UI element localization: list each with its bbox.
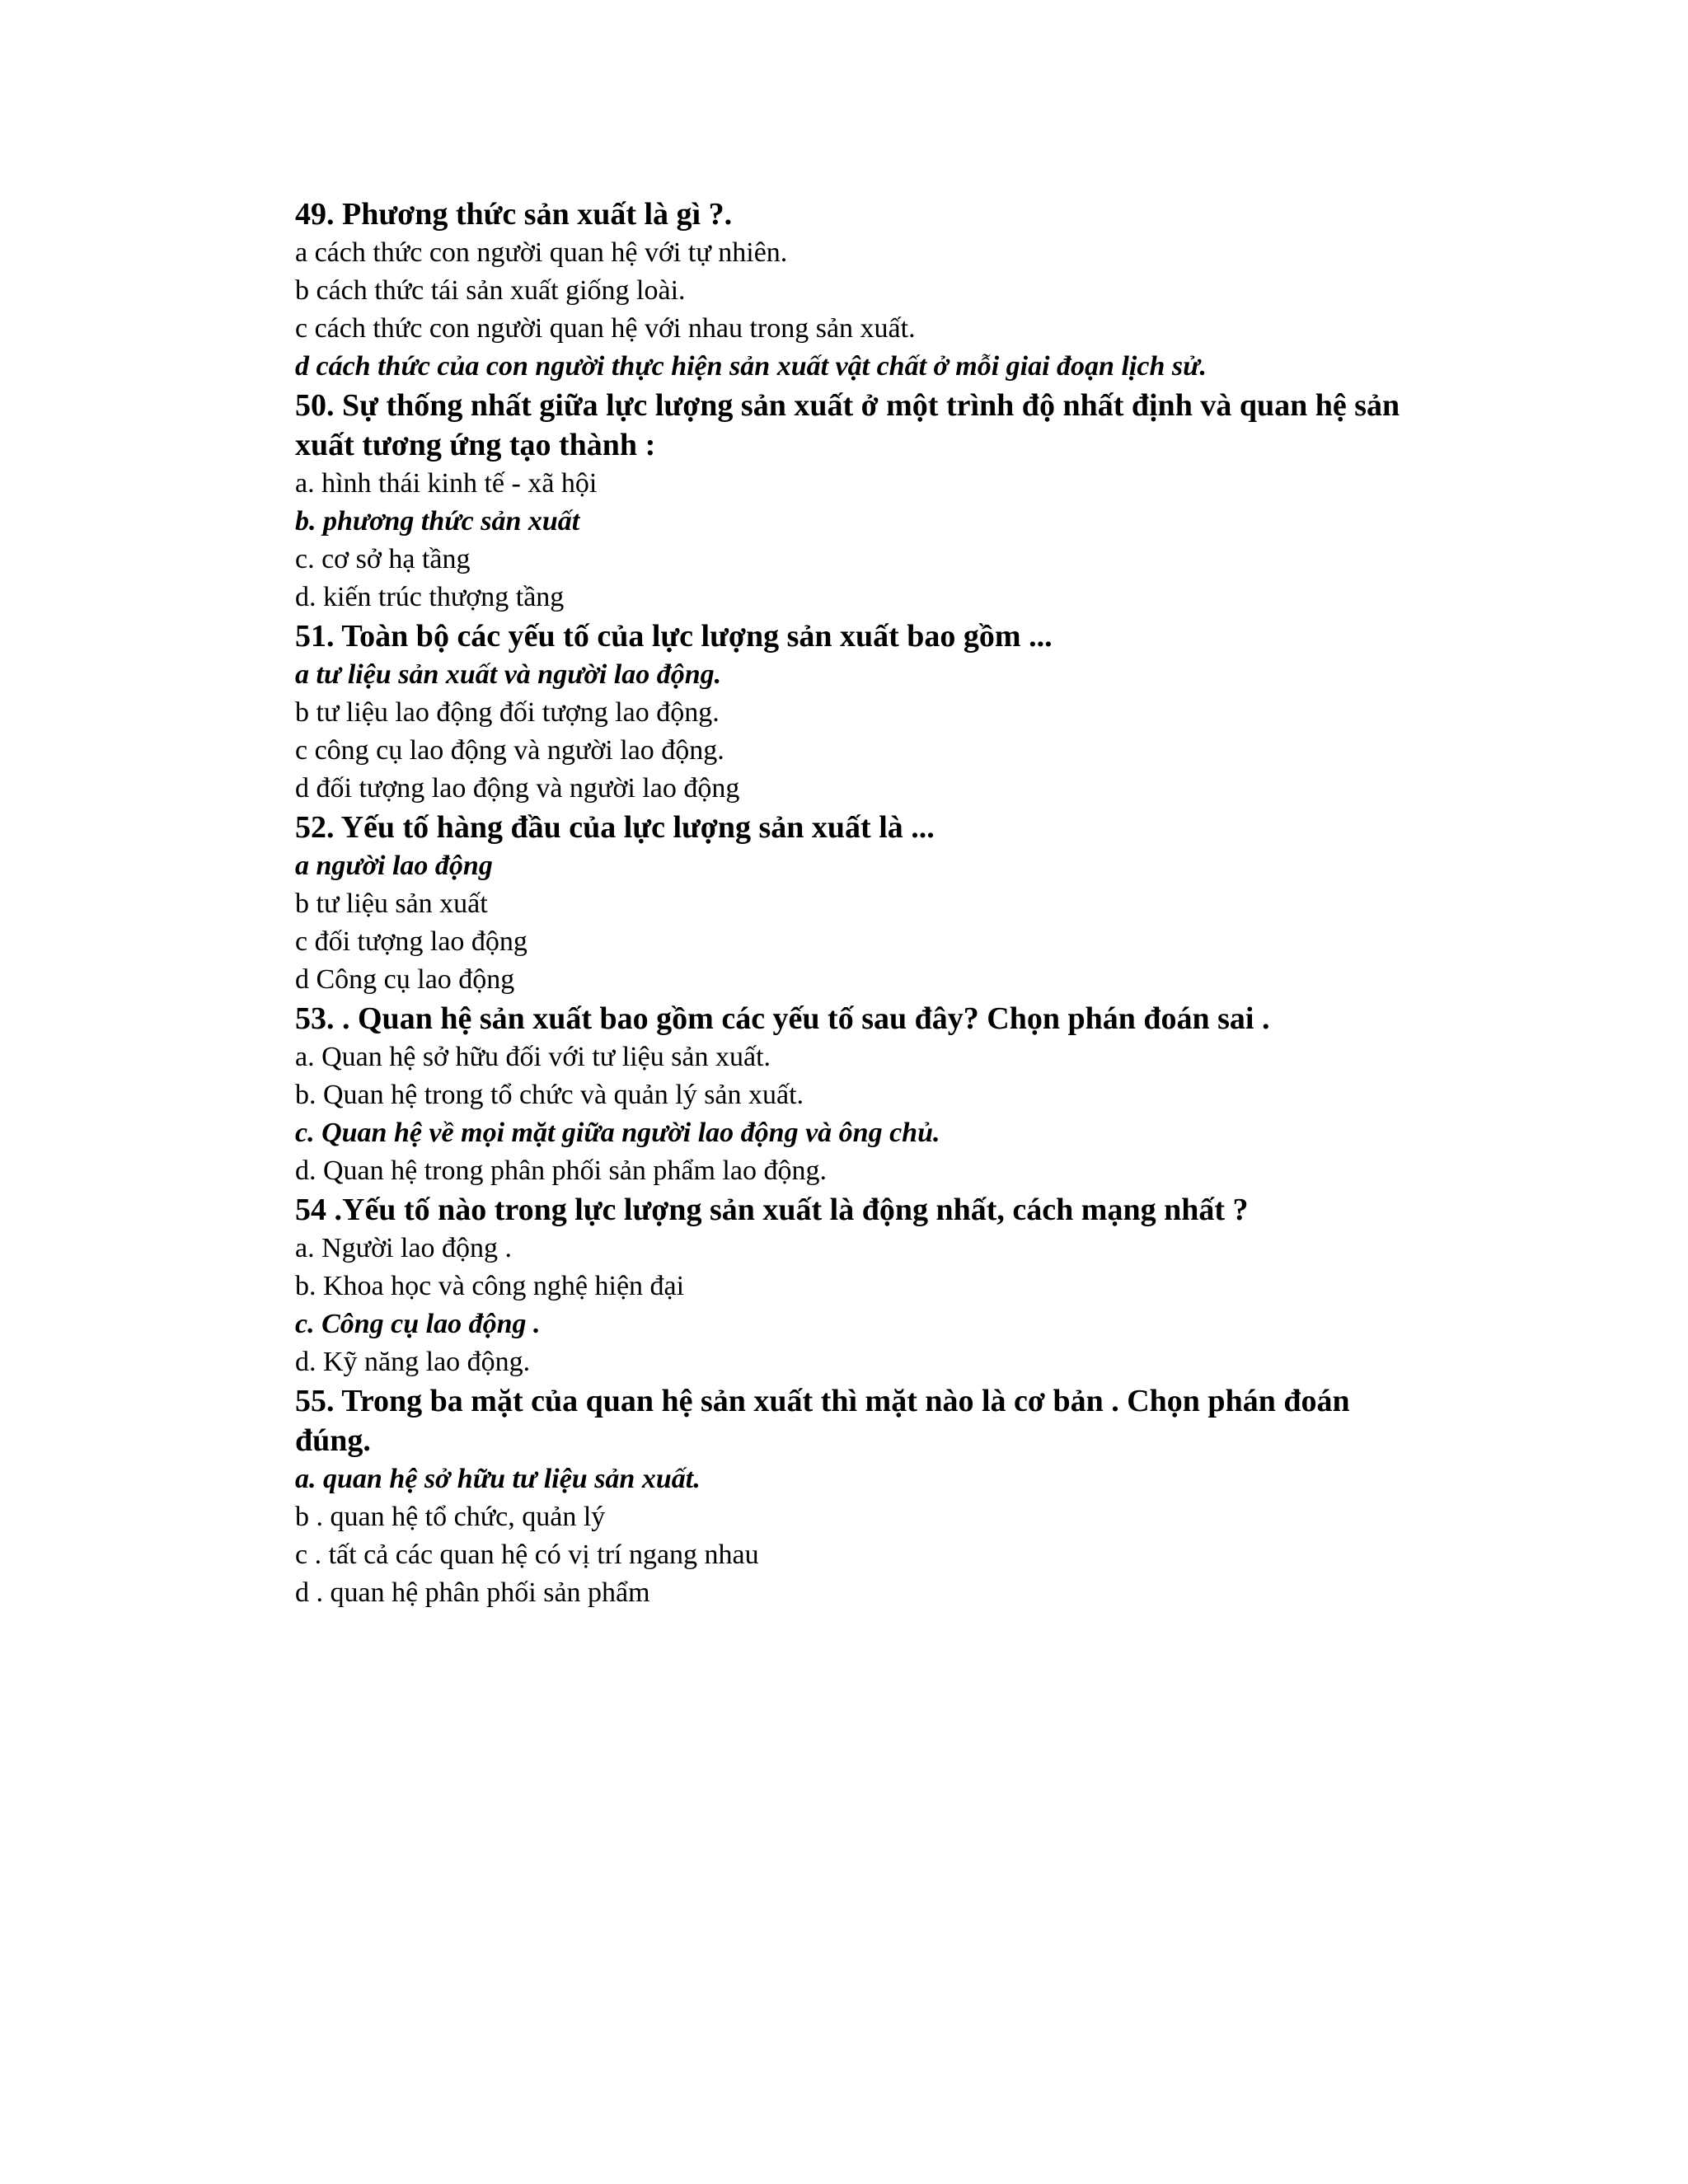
option-list [295,656,1416,808]
option-list [295,1460,1416,1612]
option-b: b. Quan hệ trong tổ chức và quản lý sản xuất. [295,1080,804,1110]
option-a: a cách thức con người quan hệ với tự nhiên. [295,237,788,268]
option-c: c. cơ sở hạ tầng [295,544,471,574]
question-title: 53. . Quan hệ sản xuất bao gồm các yếu tố sau đây? Chọn phán đoán sai . [295,1001,1270,1036]
document-page [295,194,1416,1612]
question-title: 51. Toàn bộ các yếu tố của lực lượng sản xuất bao gồm ... [295,619,1053,654]
question-title: 52. Yếu tố hàng đầu của lực lượng sản xuất là ... [295,810,935,845]
option-c: c . tất cả các quan hệ có vị trí ngang nhau [295,1540,759,1570]
option-d: d đối tượng lao động và người lao động [295,773,740,804]
option-a: a. Người lao động . [295,1233,513,1263]
option-list [295,1230,1416,1381]
option-a: a. Quan hệ sở hữu đối với tư liệu sản xuất. [295,1042,771,1072]
question-title: 50. Sự thống nhất giữa lực lượng sản xuất ở một trình độ nhất định và quan hệ sản xuất tương ứng tạo thành : [295,388,1400,462]
option-b: b. Khoa học và công nghệ hiện đại [295,1271,685,1301]
option-list [295,1038,1416,1190]
option-d: d. kiến trúc thượng tầng [295,582,565,612]
option-a-answer: a. quan hệ sở hữu tư liệu sản xuất. [295,1464,701,1494]
question-51 [295,616,1416,808]
option-c: c công cụ lao động và người lao động. [295,735,724,766]
option-list [295,234,1416,386]
option-d-answer: d cách thức của con người thực hiện sản xuất vật chất ở mỗi giai đoạn lịch sử. [295,351,1207,382]
question-54 [295,1190,1416,1381]
option-b: b cách thức tái sản xuất giống loài. [295,275,686,306]
option-a-answer: a người lao động [295,851,493,881]
question-53 [295,999,1416,1190]
question-50 [295,386,1416,616]
question-55 [295,1381,1416,1612]
option-a-answer: a tư liệu sản xuất và người lao động. [295,659,722,690]
option-b: b tư liệu lao động đối tượng lao động. [295,697,720,728]
question-title: 55. Trong ba mặt của quan hệ sản xuất thì mặt nào là cơ bản . Chọn phán đoán đúng. [295,1384,1350,1458]
option-d: d. Quan hệ trong phân phối sản phẩm lao động. [295,1155,827,1186]
option-d: d. Kỹ năng lao động. [295,1347,531,1377]
option-d: d Công cụ lao động [295,964,515,995]
option-c-answer: c. Quan hệ về mọi mặt giữa người lao động và ông chủ. [295,1118,940,1148]
option-b: b . quan hệ tổ chức, quản lý [295,1502,606,1532]
option-b: b tư liệu sản xuất [295,888,488,919]
question-title: 54 .Yếu tố nào trong lực lượng sản xuất là động nhất, cách mạng nhất ? [295,1193,1249,1227]
option-c: c đối tượng lao động [295,926,528,957]
option-d: d . quan hệ phân phối sản phẩm [295,1577,650,1608]
question-49 [295,194,1416,386]
question-title: 49. Phương thức sản xuất là gì ?. [295,197,733,232]
option-c: c cách thức con người quan hệ với nhau trong sản xuất. [295,313,916,344]
option-a: a. hình thái kinh tế - xã hội [295,468,598,499]
option-list [295,847,1416,999]
option-b-answer: b. phương thức sản xuất [295,506,580,537]
option-list [295,465,1416,616]
question-52 [295,808,1416,999]
option-c-answer: c. Công cụ lao động . [295,1309,541,1339]
